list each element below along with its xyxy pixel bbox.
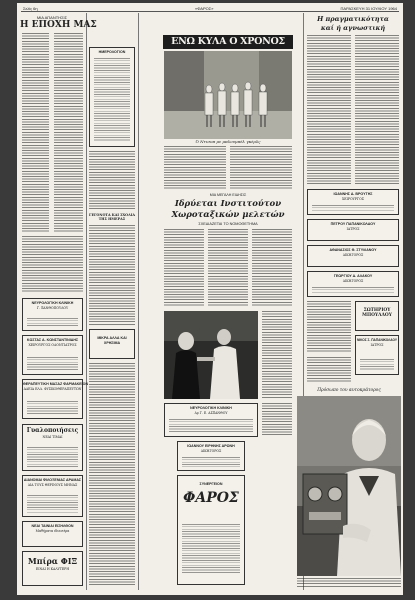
article-headline-1: Ιδρύεται Ινστιτούτον bbox=[174, 199, 282, 209]
article-body-text bbox=[307, 35, 351, 185]
ad-box bbox=[22, 335, 83, 375]
ad-subtitle: Γ. ΞΑΝΘΟΠΟΥΛΟΥ bbox=[36, 306, 69, 310]
box-text bbox=[94, 58, 130, 142]
article-body-text bbox=[89, 225, 135, 325]
page-number: Σελίς 6η bbox=[23, 6, 38, 11]
article-body-text bbox=[230, 146, 292, 190]
ad-brand: ΦΑΡΟΣ bbox=[183, 490, 239, 506]
box-title: ΣΩΤΗΡΙΟΥ ΜΠΟΥΛΛΟΥ bbox=[362, 308, 392, 318]
ad-subtitle: Μαθήματα ιδιαιτέρα bbox=[35, 529, 70, 533]
ad-box bbox=[22, 551, 83, 586]
ad-box bbox=[307, 189, 399, 215]
article-body-text bbox=[262, 403, 292, 437]
article-body-text bbox=[307, 301, 351, 353]
ad-text bbox=[312, 287, 394, 293]
article-headline-2: Χωροταξικών μελετών bbox=[171, 210, 285, 220]
ad-box bbox=[355, 335, 399, 375]
photo-portrait bbox=[297, 396, 401, 576]
header-rule bbox=[21, 11, 399, 12]
ad-subtitle: ΧΕΙΡΟΥΡΓΟΣ bbox=[342, 197, 364, 201]
ad-subtitle: ΙΑΤΡΟΣ bbox=[346, 227, 360, 231]
ad-text bbox=[27, 401, 78, 415]
ad-subtitle: ΝΕΑΙ ΤΙΜΑΙ bbox=[42, 435, 63, 439]
ad-title: Γυαλοποιήσεις bbox=[26, 427, 79, 434]
issue-date: ΠΑΡΑΣΚΕΥΗ 31 ΙΟΥΛΙΟΥ 1964 bbox=[340, 6, 397, 11]
article-body-text bbox=[164, 229, 204, 307]
article-body-text bbox=[54, 33, 83, 233]
ad-title: ΝΕΥΡΟΛΟΓΙΚΗ ΚΛΙΝΙΚΗ bbox=[31, 301, 74, 305]
article-kicker: ΜΙΑ ΑΠΑΝΤΗΣΙΣ bbox=[36, 15, 68, 20]
page-header bbox=[17, 3, 403, 12]
right-headline-2: καί ή αγνωστική bbox=[320, 24, 386, 32]
photo-caption: Ό Ντισοπ με μπλουμπέλ γκέρλς bbox=[195, 139, 261, 144]
ad-box bbox=[22, 298, 83, 331]
article-body-text bbox=[307, 357, 351, 383]
article-body-text bbox=[22, 236, 83, 292]
article-body-text bbox=[89, 151, 135, 209]
article-body-text bbox=[22, 33, 49, 233]
article-body-text bbox=[208, 229, 248, 307]
ad-subtitle: ΔΙΚΗΓΟΡΟΣ bbox=[342, 279, 364, 283]
ad-subtitle: ΕΙΝΑΙ Η ΚΑΛΥΤΕΡΗ bbox=[35, 567, 70, 571]
article-body-text bbox=[89, 363, 135, 585]
ad-text bbox=[312, 205, 394, 211]
calendar-box bbox=[89, 47, 135, 147]
box-title: ΜΙΚΡΑ ΑΛΛΑ ΚΑΙ ΧΡΗΣΙΜΑ bbox=[97, 336, 127, 345]
ad-subtitle: ΔΙΚΗΓΟΡΟΣ bbox=[342, 253, 364, 257]
article-body-text bbox=[164, 146, 226, 190]
ad-box bbox=[164, 403, 258, 437]
article-body-text bbox=[355, 35, 399, 185]
ad-title: ΚΩΣΤΑΣ Α. ΚΩΝΣΤΑΝΤΙΝΙΔΗΣ bbox=[26, 338, 79, 342]
article-body-text bbox=[262, 311, 292, 399]
ad-subtitle: ΑΔΕΙΑ ΕΛΛ. ΦΥΣΙΚΟΘΕΡΑΠΕΥΤΩΝ bbox=[23, 387, 82, 391]
article-kicker: ΜΙΑ ΜΕΓΑΛΗ ΕΙΔΗΣΙΣ bbox=[209, 193, 247, 197]
ad-subtitle: ΔΙΚΗΓΟΡΟΣ bbox=[200, 449, 222, 453]
ad-text bbox=[182, 524, 240, 574]
ad-box bbox=[22, 379, 89, 419]
ad-box bbox=[22, 521, 83, 547]
ad-title: ΔΙΑΝΟΜΑΙ ΦΙΛΟΞΕΝΙΑΣ ΔΡΑΜΑΣ bbox=[23, 478, 82, 482]
ad-title: ΙΩΑΝΝΟΥ ΕΙΡΗΝΗΣ ΑΡΩΝΗ bbox=[187, 444, 235, 448]
box-title: ΗΜΕΡΟΛΟΓΙΟΝ bbox=[98, 50, 126, 54]
ad-text bbox=[27, 357, 78, 371]
ad-title: Μπίρα ΦΙΞ bbox=[27, 556, 78, 566]
article-headline: Η ΕΠΟΧΗ ΜΑΣ bbox=[20, 20, 97, 30]
article-subhead: ΣΧΕΔΙΑΖΕΤΑΙ ΤΟ ΝΟΜΟΘΕΤΗΜΑ bbox=[198, 222, 258, 226]
ad-box bbox=[22, 475, 83, 517]
ad-subtitle: ΧΕΙΡΟΥΡΓΟΣ ΟΔΟΝΤΙΑΤΡΟΣ bbox=[28, 343, 77, 347]
ad-title: ΑΘΑΝΑΣΙΟΣ Θ. ΣΤΥΛΙΑΝΟΥ bbox=[329, 248, 377, 252]
newspaper-page bbox=[17, 3, 403, 595]
section-title: ΕΝΩ ΚΥΛΑ Ο ΧΡΟΝΟΣ bbox=[163, 35, 293, 49]
ad-box bbox=[307, 219, 399, 241]
section-head: ΓΕΓΟΝΟΤΑ ΚΑΙ ΣΧΟΛΙΑ ΤΗΣ ΗΜΕΡΑΣ bbox=[89, 213, 135, 221]
column-rule bbox=[138, 13, 139, 590]
ad-text bbox=[182, 457, 240, 467]
ad-title: ΙΩΑΝΝΗΣ Δ. ΒΡΟΥΤΗΣ bbox=[333, 192, 373, 196]
right-headline-1: Η πραγματικότητα bbox=[317, 15, 389, 23]
photo-parade bbox=[164, 51, 292, 139]
ad-text bbox=[27, 318, 78, 327]
photo-ceremony bbox=[164, 311, 258, 399]
paper-name: «ΦΑΡΟΣ» bbox=[195, 6, 214, 11]
ad-title: ΝΙΚΟΣ Σ. ΠΑΠΑΝΙΚΟΛΑΟΥ bbox=[356, 338, 398, 342]
ad-box bbox=[177, 441, 245, 471]
ad-subtitle: Δρ Γ. Ε. ΑΣΞΑΝΘΟΥ bbox=[194, 411, 228, 415]
ad-title: ΝΕΑΙ ΤΑΙΝΙΑΙ ΕΙΣΗΛΘΟΝ bbox=[31, 524, 74, 528]
ad-title: ΣΥΝΕΡΓΕΙΟΝ bbox=[199, 482, 223, 486]
caption-text bbox=[297, 578, 401, 588]
ad-text bbox=[27, 447, 78, 467]
ad-title: ΓΕΩΡΓΙΟΥ Δ. ΑΛΑΚΟΥ bbox=[333, 274, 373, 278]
ad-box-pharos bbox=[177, 475, 245, 585]
ad-box bbox=[307, 271, 399, 297]
ad-subtitle: ΔΙΑ ΤΟΥΣ ΘΕΡΙΝΟΥΣ ΜΗΝΑΣ bbox=[27, 483, 78, 487]
column-rule bbox=[86, 13, 87, 590]
ad-text bbox=[27, 495, 78, 513]
ad-title: ΝΕΥΡΟΛΟΓΙΚΗ ΚΛΙΝΙΚΗ bbox=[190, 406, 232, 410]
ad-subtitle: ΙΑΤΡΟΣ bbox=[370, 343, 384, 347]
photo-caption: Πρόσωπο του αυτοκράτορος bbox=[317, 388, 381, 393]
ad-box bbox=[307, 245, 399, 267]
ad-text bbox=[169, 419, 253, 433]
ad-text bbox=[360, 359, 394, 371]
article-body-text bbox=[252, 229, 292, 307]
notice-box bbox=[89, 329, 135, 359]
ad-title: ΠΕΤΡΟΥ ΠΑΠΑΝΙΚΟΛΑΟΥ bbox=[330, 222, 376, 226]
name-box bbox=[355, 301, 399, 331]
ad-box bbox=[22, 424, 83, 471]
ad-title: ΘΕΡΑΠΕΥΤΙΚΗ ΜΑΣΑΖ ΦΑΡΜΑΚΕΙΟΝ bbox=[23, 382, 89, 386]
